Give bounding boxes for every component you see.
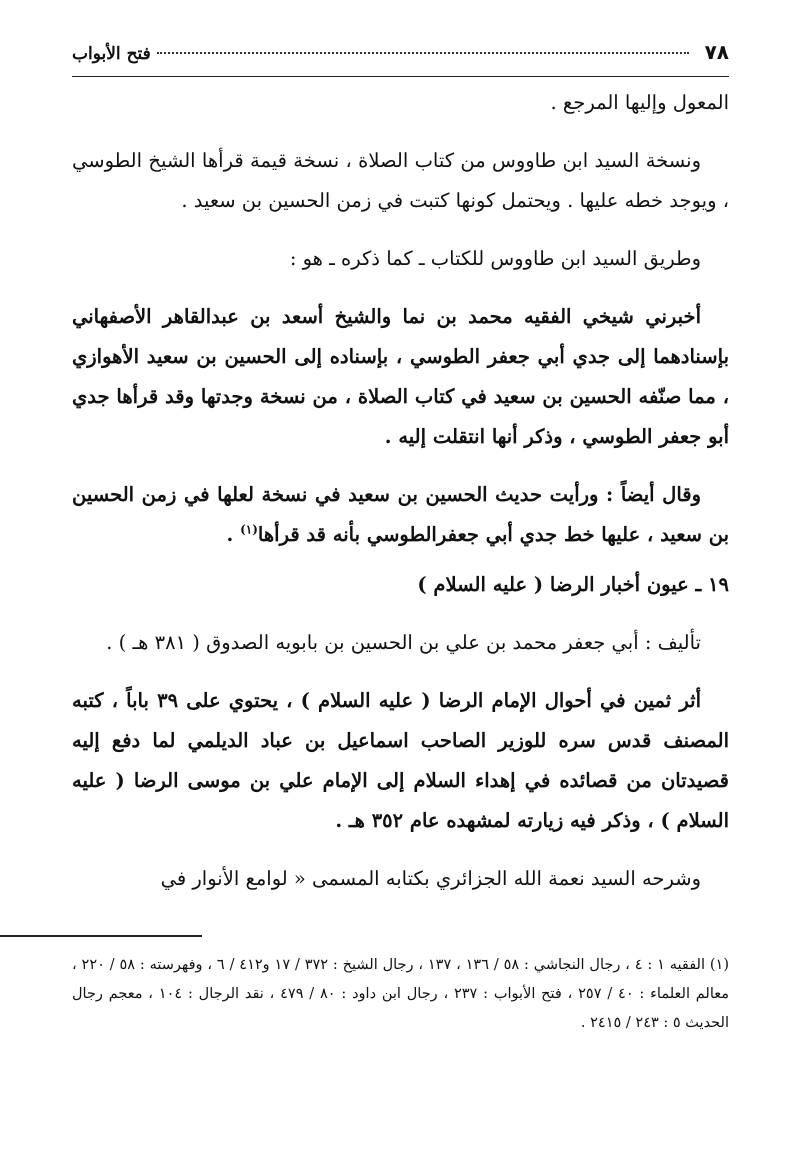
paragraph-3: وطريق السيد ابن طاووس للكتاب ـ كما ذكره ـ هو : xyxy=(289,247,701,270)
page-header xyxy=(72,40,729,77)
paragraph-7: أثر ثمين في أحوال الإمام الرضا ( عليه السلام ) ، يحتوي على ٣٩ باباً ، كتبه المصنف قدس سره للوزير الصاحب اسماعيل بن عباد الديلمي لما دفع إليه قصيدتان من قصائده في إهداء السلام إلى الإمام علي بن موسى الرضا ( عليه السلام ) ، وذكر فيه زيارته لمشهده عام ٣٥٢ هـ . xyxy=(72,689,729,832)
paragraph-5-text: وقال أيضاً : ورأيت حديث الحسين بن سعيد في نسخة لعلها في زمن الحسين بن سعيد ، عليها خط جدي أبي جعفرالطوسي بأنه قد قرأها xyxy=(72,483,729,546)
footnote-ref-1[interactable]: (١) xyxy=(240,522,258,537)
paragraph-5 xyxy=(72,475,729,555)
section-heading: ١٩ ـ عيون أخبار الرضا ( عليه السلام ) xyxy=(417,573,729,596)
paragraph-author: تأليف : أبي جعفر محمد بن علي بن الحسين بن بابويه الصدوق ( ٣٨١ هـ ) . xyxy=(106,631,701,654)
page xyxy=(72,40,729,1126)
paragraph-quote: أخبرني شيخي الفقيه محمد بن نما والشيخ أسعد بن عبدالقاهر الأصفهاني بإسنادهما إلى جدي أبي جعفر الطوسي ، بإسناده إلى الحسين بن سعيد الأهوازي ، مما صنّفه الحسين بن سعيد في كتاب الصلاة ، من نسخة وجدتها وقد قرأها جدي أبو جعفر الطوسي ، وذكر أنها انتقلت إليه . xyxy=(72,305,729,448)
paragraph-2: ونسخة السيد ابن طاووس من كتاب الصلاة ، نسخة قيمة قرأها الشيخ الطوسي ، ويوجد خطه عليها . ويحتمل كونها كتبت في زمن الحسين بن سعيد . xyxy=(72,149,729,212)
footnote-separator xyxy=(0,935,202,937)
page-number: ٧٨ xyxy=(704,40,729,64)
footnotes xyxy=(72,951,729,1038)
paragraph-5-end: . xyxy=(226,523,241,546)
header-dot-leader xyxy=(157,52,689,54)
paragraph-1: المعول وإليها المرجع . xyxy=(550,91,729,114)
main-text xyxy=(72,83,729,899)
running-title: فتح الأبواب xyxy=(72,44,151,64)
footnote-1: (١) الفقيه ١ : ٤ ، رجال النجاشي : ٥٨ / ١٣٦ ، ١٣٧ ، رجال الشيخ : ٣٧٢ / ١٧ و٤١٢ / ٦ ، وفهرسته : ٥٨ / ٢٢٠ ، معالم العلماء : ٤٠ / ٢٥٧ ، فتح الأبواب : ٢٣٧ ، رجال ابن داود : ٨٠ / ٤٧٩ ، نقد الرجال : ١٠٤ ، معجم رجال الحديث ٥ : ٢٤٣ / ٢٤١٥ . xyxy=(72,957,730,1031)
paragraph-8: وشرحه السيد نعمة الله الجزائري بكتابه المسمى « لوامع الأنوار في xyxy=(160,867,701,890)
